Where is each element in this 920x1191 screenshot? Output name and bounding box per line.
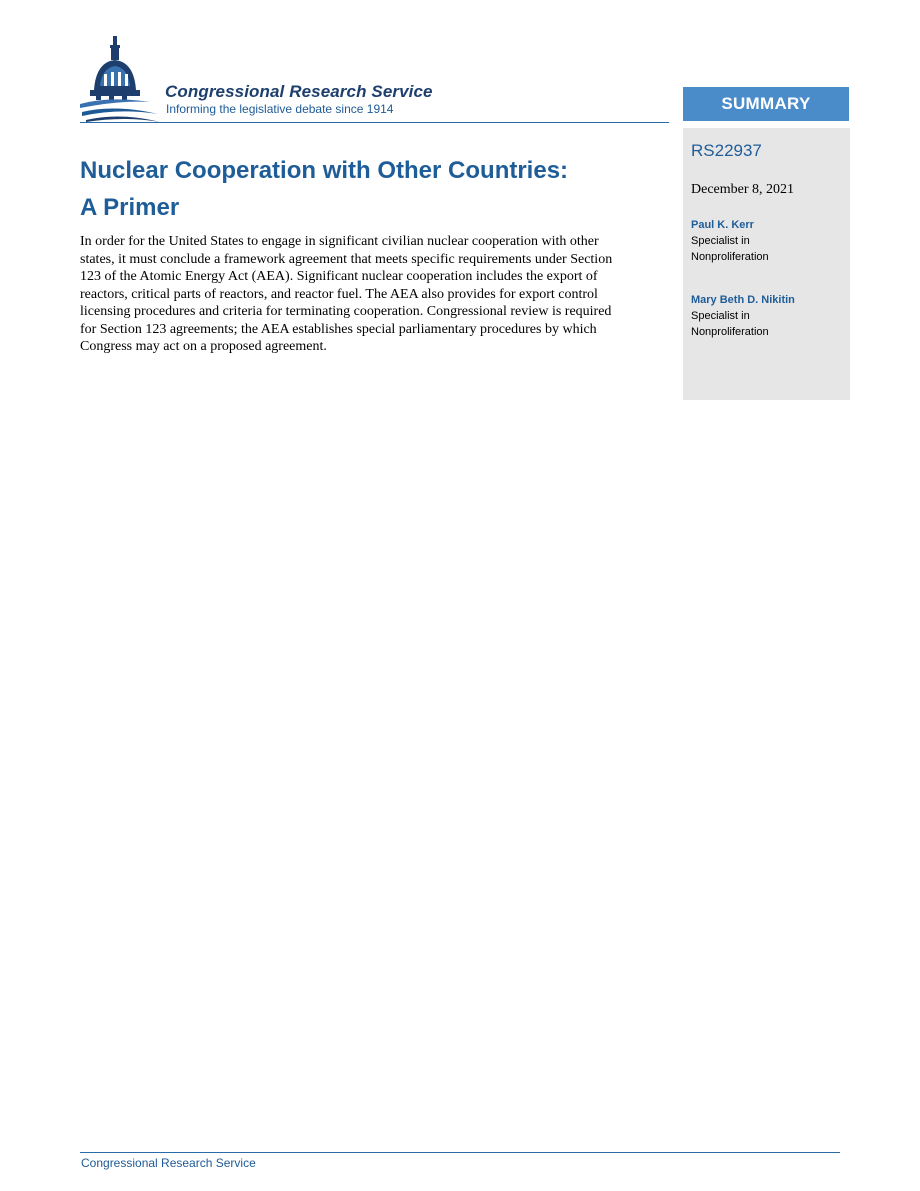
- footer-text: Congressional Research Service: [81, 1156, 256, 1170]
- summary-line: reactors, critical parts of reactors, and reactor fuel. The AEA also provides for export control: [80, 286, 598, 302]
- author-block: [691, 217, 769, 265]
- crs-logo: [80, 34, 480, 124]
- author-role: Nonproliferation: [691, 326, 769, 338]
- capitol-dome-icon: [80, 34, 162, 122]
- title-line: Nuclear Cooperation with Other Countries:: [80, 157, 569, 184]
- summary-paragraph: [80, 233, 660, 356]
- report-number: RS22937: [691, 141, 762, 160]
- author-role: Specialist in: [691, 235, 750, 247]
- summary-line: Congress may act on a proposed agreement.: [80, 339, 327, 354]
- author-name: Paul K. Kerr: [691, 219, 754, 231]
- footer-divider: [80, 1152, 840, 1153]
- summary-line: 123 of the Atomic Energy Act (AEA). Significant nuclear cooperation includes the export of: [80, 269, 598, 284]
- summary-line: licensing procedures and criteria for terminating cooperation. Congressional review is required: [80, 304, 612, 319]
- summary-sidebar: [683, 128, 850, 400]
- header-divider: [80, 122, 669, 123]
- author-name: Mary Beth D. Nikitin: [691, 294, 795, 306]
- page-title: [80, 152, 660, 226]
- summary-line: states, it must conclude a framework agreement that meets specific requirements under Section: [80, 251, 613, 267]
- org-tagline: Informing the legislative debate since 1914: [166, 102, 394, 116]
- report-date: December 8, 2021: [691, 182, 795, 197]
- org-name: Congressional Research Service: [165, 82, 433, 101]
- summary-line: In order for the United States to engage in significant civilian nuclear cooperation with other: [80, 234, 599, 249]
- author-role: Nonproliferation: [691, 251, 769, 263]
- summary-line: for Section 123 agreements; the AEA establishes special parliamentary procedures by which: [80, 321, 597, 337]
- author-role: Specialist in: [691, 310, 750, 322]
- summary-tab: SUMMARY: [683, 87, 849, 121]
- author-block: [691, 292, 795, 340]
- title-line: A Primer: [80, 194, 180, 221]
